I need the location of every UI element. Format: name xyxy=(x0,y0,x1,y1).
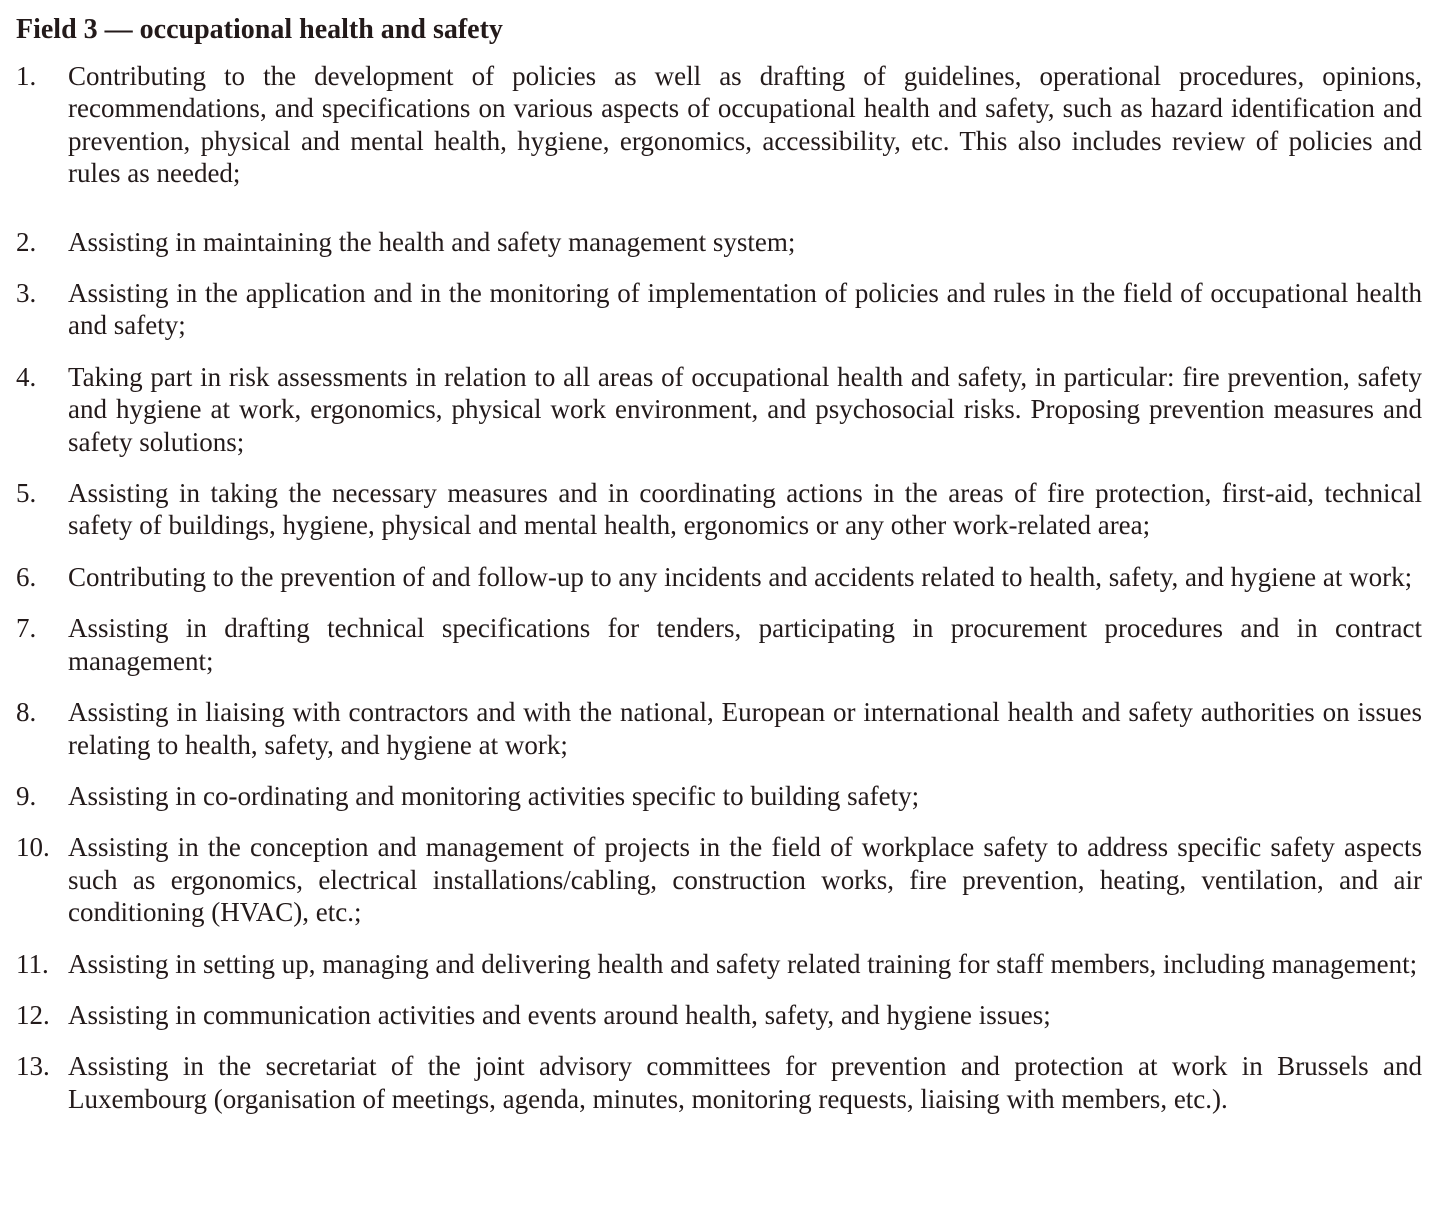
list-item xyxy=(16,361,1422,458)
item-number: 13. xyxy=(16,1051,50,1082)
item-number: 8. xyxy=(16,697,37,728)
item-number: 1. xyxy=(16,61,37,91)
item-number: 6. xyxy=(16,561,37,592)
item-text: Assisting in maintaining the health and safety management system; xyxy=(68,226,796,257)
list-item xyxy=(16,696,1422,761)
item-text: Assisting in the secretariat of the joint advisory committees for prevention and protection at work in Brussels and Luxembourg (organisation of meetings, agenda, minutes, monitoring requests, liaising with members, etc.). xyxy=(68,1051,1422,1114)
list-item xyxy=(16,948,1422,980)
section-title: Field 3 — occupational health and safety xyxy=(16,14,503,45)
list-item xyxy=(16,780,1422,812)
list-item xyxy=(16,477,1422,542)
item-number: 7. xyxy=(16,613,37,644)
item-text: Assisting in the conception and management of projects in the field of workplace safety to address specific safety aspects such as ergonomics, electrical installations/cabling, construction works, fire prevention, heating, ventilation, and air conditioning (HVAC), etc.; xyxy=(68,832,1422,928)
item-text: Assisting in co-ordinating and monitoring activities specific to building safety; xyxy=(68,780,920,811)
list-item xyxy=(16,831,1422,928)
item-number: 2. xyxy=(16,226,37,257)
item-text: Assisting in taking the necessary measures and in coordinating actions in the areas of fire protection, first-aid, technical safety of buildings, hygiene, physical and mental health, ergonomics or any other work-related area; xyxy=(68,478,1422,541)
item-text: Contributing to the development of policies as well as drafting of guidelines, operational procedures, opinions, recommendations, and specifications on various aspects of occupational health and safety, such as hazard identification and prevention, physical and mental health, hygiene, ergonomics, accessibility, etc. This also includes review of policies and rules as needed; xyxy=(68,61,1422,189)
list-item xyxy=(16,1050,1422,1115)
duties-list xyxy=(16,60,1422,1115)
item-number: 4. xyxy=(16,361,37,392)
item-number: 12. xyxy=(16,999,50,1030)
item-number: 10. xyxy=(16,832,50,863)
item-text: Assisting in drafting technical specifications for tenders, participating in procurement procedures and in contract management; xyxy=(68,613,1422,676)
item-text: Assisting in the application and in the monitoring of implementation of policies and rules in the field of occupational health and safety; xyxy=(68,278,1422,341)
list-item xyxy=(16,226,1422,258)
list-item xyxy=(16,60,1422,190)
item-text: Assisting in liaising with contractors and with the national, European or international health and safety authorities on issues relating to health, safety, and hygiene at work; xyxy=(68,697,1422,760)
item-number: 5. xyxy=(16,478,37,509)
item-text: Assisting in communication activities and events around health, safety, and hygiene issues; xyxy=(68,999,1051,1030)
item-text: Taking part in risk assessments in relation to all areas of occupational health and safety, in particular: fire prevention, safety and hygiene at work, ergonomics, physical work environment, and psychosocial risks. Proposing prevention measures and safety solutions; xyxy=(68,361,1422,457)
list-item xyxy=(16,277,1422,342)
list-item xyxy=(16,561,1422,593)
item-text: Assisting in setting up, managing and delivering health and safety related training for staff members, including management; xyxy=(68,948,1418,979)
list-item xyxy=(16,999,1422,1031)
list-item xyxy=(16,612,1422,677)
item-text: Contributing to the prevention of and follow-up to any incidents and accidents related to health, safety, and hygiene at work; xyxy=(68,561,1413,592)
item-number: 9. xyxy=(16,780,37,811)
item-number: 11. xyxy=(16,948,49,979)
item-number: 3. xyxy=(16,278,37,309)
